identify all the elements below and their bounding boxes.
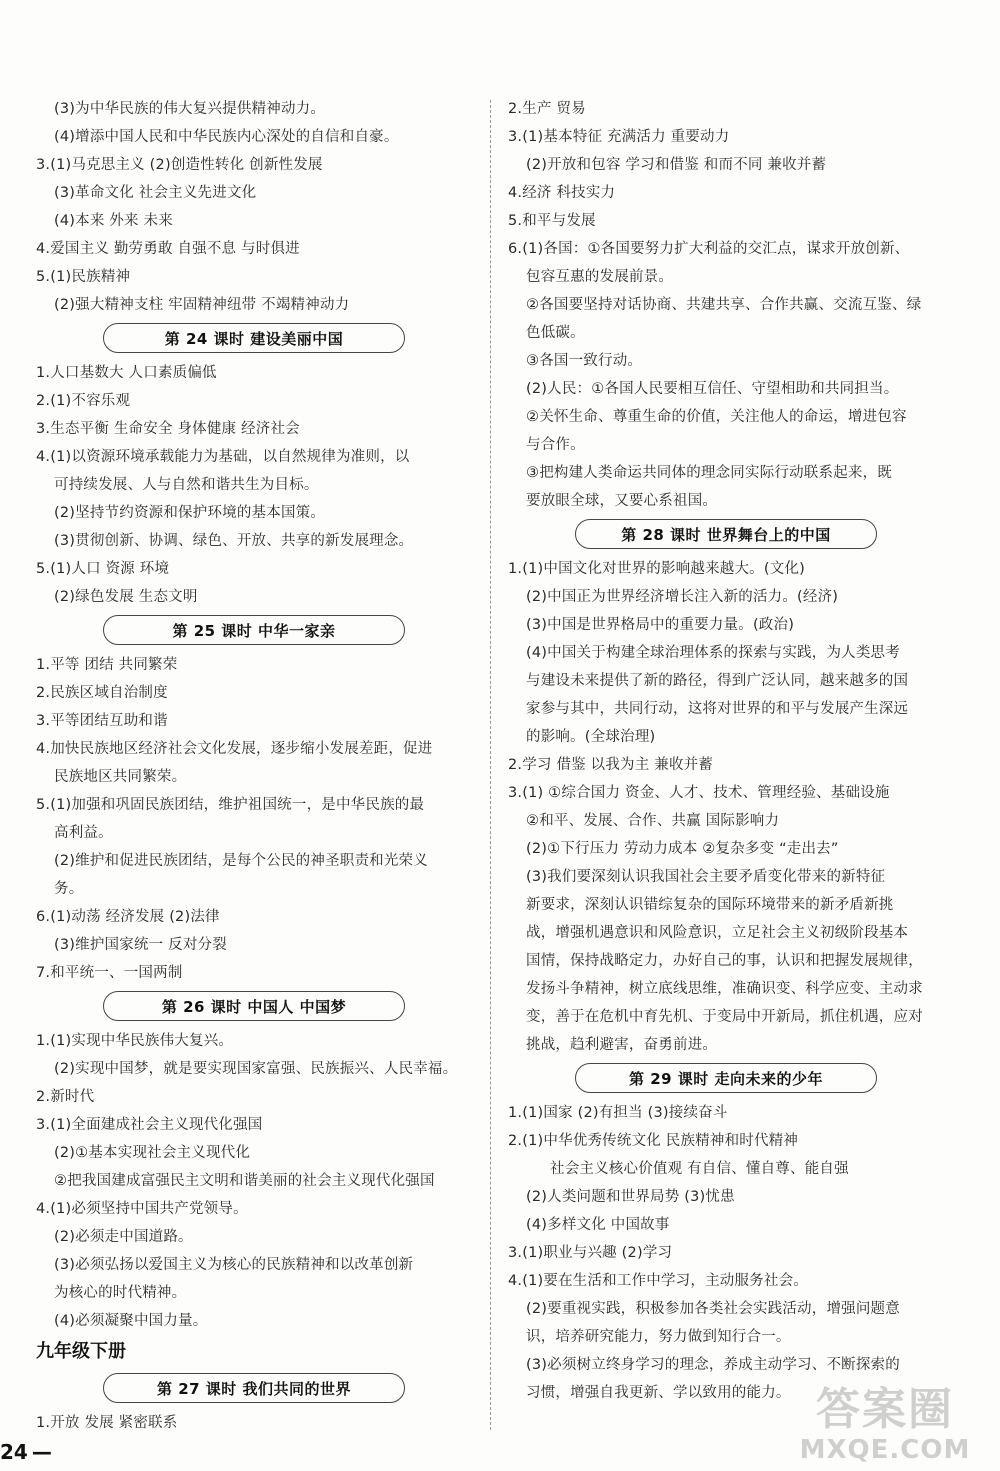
answer-line: 色低碳。 bbox=[526, 325, 585, 341]
answer-line: 5.(1)民族精神 bbox=[36, 269, 131, 285]
answer-line: 5.(1)加强和巩固民族团结，维护祖国统一，是中华民族的最 bbox=[36, 797, 425, 813]
answer-line: (4)必须凝聚中国力量。 bbox=[54, 1313, 208, 1329]
answer-line: (2)开放和包容 学习和借鉴 和而不同 兼收并蓄 bbox=[526, 157, 827, 173]
answer-line: 6.(1)动荡 经济发展 (2)法律 bbox=[36, 909, 220, 925]
right-column bbox=[508, 95, 944, 1407]
answer-line: 变，善于在危机中育先机、于变局中开新局，抓住机遇，应对 bbox=[526, 1009, 923, 1025]
answer-line: 3.(1) ①综合国力 资金、人才、技术、管理经验、基础设施 bbox=[508, 785, 890, 801]
answer-line: 4.爱国主义 勤劳勇敢 自强不息 与时俱进 bbox=[36, 241, 300, 257]
answer-line: 1.(1)国家 (2)有担当 (3)接续奋斗 bbox=[508, 1105, 728, 1121]
answer-line: (2)人民：①各国人民要相互信任、守望相助和共同担当。 bbox=[526, 381, 899, 397]
answer-line: ②关怀生命、尊重生命的价值，关注他人的命运，增进包容 bbox=[526, 409, 907, 425]
lesson-title: 第 29 课时 走向未来的少年 bbox=[575, 1063, 877, 1093]
answer-line: 挑战，趋利避害，奋勇前进。 bbox=[526, 1037, 718, 1053]
answer-line: (3)维护国家统一 反对分裂 bbox=[54, 937, 227, 953]
lesson-header bbox=[36, 1371, 472, 1405]
answer-line: 4.加快民族地区经济社会文化发展，逐步缩小发展差距，促进 bbox=[36, 741, 433, 757]
answer-line: 3.(1)职业与兴趣 (2)学习 bbox=[508, 1245, 673, 1261]
answer-line: (2)中国正为世界经济增长注入新的活力。(经济) bbox=[526, 589, 839, 605]
answer-line: ③把构建人类命运共同体的理念同实际行动联系起来，既 bbox=[526, 465, 892, 481]
answer-line: 1.(1)中国文化对世界的影响越来越大。(文化) bbox=[508, 561, 805, 577]
answer-line: 战，增强机遇意识和风险意识，立足社会主义初级阶段基本 bbox=[526, 925, 909, 941]
answer-line: 2.新时代 bbox=[36, 1089, 95, 1105]
lesson-header bbox=[36, 989, 472, 1023]
answer-line: 的影响。(全球治理) bbox=[526, 729, 656, 745]
left-column bbox=[36, 95, 472, 1437]
answer-line: ②各国要坚持对话协商、共建共享、合作共赢、交流互鉴、绿 bbox=[526, 297, 922, 313]
answer-line: (2)强大精神支柱 牢固精神纽带 不竭精神动力 bbox=[54, 297, 350, 313]
answer-line: 高利益。 bbox=[54, 825, 113, 841]
column-divider bbox=[490, 100, 491, 1430]
answer-line: 4.(1)要在生活和工作中学习，主动服务社会。 bbox=[508, 1273, 808, 1289]
lesson-title: 第 25 课时 中华一家亲 bbox=[103, 615, 405, 645]
answer-line: ②把我国建成富强民主文明和谐美丽的社会主义现代化强国 bbox=[54, 1173, 435, 1189]
answer-line: 5.和平与发展 bbox=[508, 213, 596, 229]
answer-line: 3.生态平衡 生命安全 身体健康 经济社会 bbox=[36, 421, 300, 437]
answer-line: ③各国一致行动。 bbox=[526, 353, 643, 369]
answer-line: 5.(1)人口 资源 环境 bbox=[36, 561, 170, 577]
answer-line: 为核心的时代精神。 bbox=[54, 1285, 187, 1301]
page-number-dash: — bbox=[31, 1440, 52, 1464]
answer-line: (2)①下行压力 劳动力成本 ②复杂多变 “走出去” bbox=[526, 841, 839, 857]
answer-line: (4)本来 外来 未来 bbox=[54, 213, 173, 229]
lesson-header bbox=[36, 321, 472, 355]
answer-line: (4)增添中国人民和中华民族内心深处的自信和自豪。 bbox=[54, 129, 399, 145]
answer-line: 包容互惠的发展前景。 bbox=[526, 269, 673, 285]
lesson-title: 第 28 课时 世界舞台上的中国 bbox=[575, 519, 877, 549]
answer-line: 识，培养研究能力，努力做到知行合一。 bbox=[526, 1329, 791, 1345]
answer-line: 3.(1)全面建成社会主义现代化强国 bbox=[36, 1117, 263, 1133]
answer-line: 与建设未来提供了新的路径，得到广泛认同，越来越多的国 bbox=[526, 673, 909, 689]
answer-line: 2.学习 借鉴 以我为主 兼收并蓄 bbox=[508, 757, 714, 773]
answer-line: (3)贯彻创新、协调、绿色、开放、共享的新发展理念。 bbox=[54, 533, 414, 549]
answer-line: 2.(1)不容乐观 bbox=[36, 393, 131, 409]
lesson-header bbox=[36, 613, 472, 647]
answer-line: (4)中国关于构建全球治理体系的探索与实践，为人类思考 bbox=[526, 645, 900, 661]
lesson-title: 第 26 课时 中国人 中国梦 bbox=[103, 991, 405, 1021]
watermark-title: 答案圈 bbox=[816, 1384, 954, 1435]
answer-line: (2)必须走中国道路。 bbox=[54, 1229, 193, 1245]
answer-line: 可持续发展、人与自然和谐共生为目标。 bbox=[54, 477, 319, 493]
answer-line: 民族地区共同繁荣。 bbox=[54, 769, 187, 785]
answer-line: 1.平等 团结 共同繁荣 bbox=[36, 657, 178, 673]
answer-line: (2)要重视实践，积极参加各类社会实践活动，增强问题意 bbox=[526, 1301, 900, 1317]
answer-line: (3)为中华民族的伟大复兴提供精神动力。 bbox=[54, 101, 326, 117]
watermark-site: MXQE.COM bbox=[799, 1435, 971, 1465]
answer-line: 3.(1)基本特征 充满活力 重要动力 bbox=[508, 129, 730, 145]
answer-line: (2)坚持节约资源和保护环境的基本国策。 bbox=[54, 505, 326, 521]
answer-line: 7.和平统一、一国两制 bbox=[36, 965, 183, 981]
lesson-title: 第 27 课时 我们共同的世界 bbox=[103, 1373, 405, 1403]
answer-line: 家参与其中，共同行动，这将对世界的和平与发展产生深远 bbox=[526, 701, 909, 717]
answer-line: 3.平等团结互助和谐 bbox=[36, 713, 168, 729]
answer-line: (3)中国是世界格局中的重要力量。(政治) bbox=[526, 617, 795, 633]
answer-line: (2)①基本实现社会主义现代化 bbox=[54, 1145, 251, 1161]
answer-line: 发扬斗争精神，树立底线思维，准确识变、科学应变、主动求 bbox=[526, 981, 923, 997]
answer-line: 国情，保持战略定力，办好自己的事，认识和把握发展规律， bbox=[526, 953, 923, 969]
answer-line: 4.(1)以资源环境承载能力为基础，以自然规律为准则，以 bbox=[36, 449, 410, 465]
answer-line: (3)必须树立终身学习的理念，养成主动学习、不断探索的 bbox=[526, 1357, 900, 1373]
answer-line: 社会主义核心价值观 有自信、懂自尊、能自强 bbox=[550, 1161, 849, 1177]
lesson-title: 第 24 课时 建设美丽中国 bbox=[103, 323, 405, 353]
answer-line: (3)必须弘扬以爱国主义为核心的民族精神和以改革创新 bbox=[54, 1257, 414, 1273]
answer-line: (2)实现中国梦，就是要实现国家富强、民族振兴、人民幸福。 bbox=[54, 1061, 458, 1077]
answer-line: 1.开放 发展 紧密联系 bbox=[36, 1415, 178, 1431]
grade-heading: 九年级下册 bbox=[36, 1341, 126, 1362]
watermark-logo bbox=[770, 1385, 1000, 1471]
answer-line: 2.民族区域自治制度 bbox=[36, 685, 168, 701]
answer-line: 习惯，增强自我更新、学以致用的能力。 bbox=[526, 1385, 791, 1401]
answer-line: 3.(1)马克思主义 (2)创造性转化 创新性发展 bbox=[36, 157, 323, 173]
answer-line: ②和平、发展、合作、共赢 国际影响力 bbox=[526, 813, 780, 829]
answer-line: (2)人类问题和世界局势 (3)忧患 bbox=[526, 1189, 735, 1205]
answer-line: 1.人口基数大 人口素质偏低 bbox=[36, 365, 217, 381]
lesson-header bbox=[508, 517, 944, 551]
answer-line: 与合作。 bbox=[526, 437, 585, 453]
answer-line: 务。 bbox=[54, 881, 84, 897]
page-number-value: 24 bbox=[0, 1440, 28, 1464]
answer-line: (4)多样文化 中国故事 bbox=[526, 1217, 670, 1233]
lesson-header bbox=[508, 1061, 944, 1095]
answer-line: (2)绿色发展 生态文明 bbox=[54, 589, 198, 605]
answer-line: 1.(1)实现中华民族伟大复兴。 bbox=[36, 1033, 234, 1049]
answer-line: 6.(1)各国：①各国要努力扩大利益的交汇点，谋求开放创新、 bbox=[508, 241, 910, 257]
answer-line: (3)革命文化 社会主义先进文化 bbox=[54, 185, 257, 201]
answer-line: 新要求，深刻认识错综复杂的国际环境带来的新矛盾新挑 bbox=[526, 897, 894, 913]
answer-line: 2.生产 贸易 bbox=[508, 101, 586, 117]
answer-line: (2)维护和促进民族团结，是每个公民的神圣职责和光荣义 bbox=[54, 853, 428, 869]
answer-line: 要放眼全球，又要心系祖国。 bbox=[526, 493, 718, 509]
answer-line: (3)我们要深刻认识我国社会主要矛盾变化带来的新特征 bbox=[526, 869, 886, 885]
answer-line: 2.(1)中华优秀传统文化 民族精神和时代精神 bbox=[508, 1133, 799, 1149]
page-number bbox=[0, 1440, 52, 1464]
answer-line: 4.(1)必须坚持中国共产党领导。 bbox=[36, 1201, 248, 1217]
answer-line: 4.经济 科技实力 bbox=[508, 185, 616, 201]
